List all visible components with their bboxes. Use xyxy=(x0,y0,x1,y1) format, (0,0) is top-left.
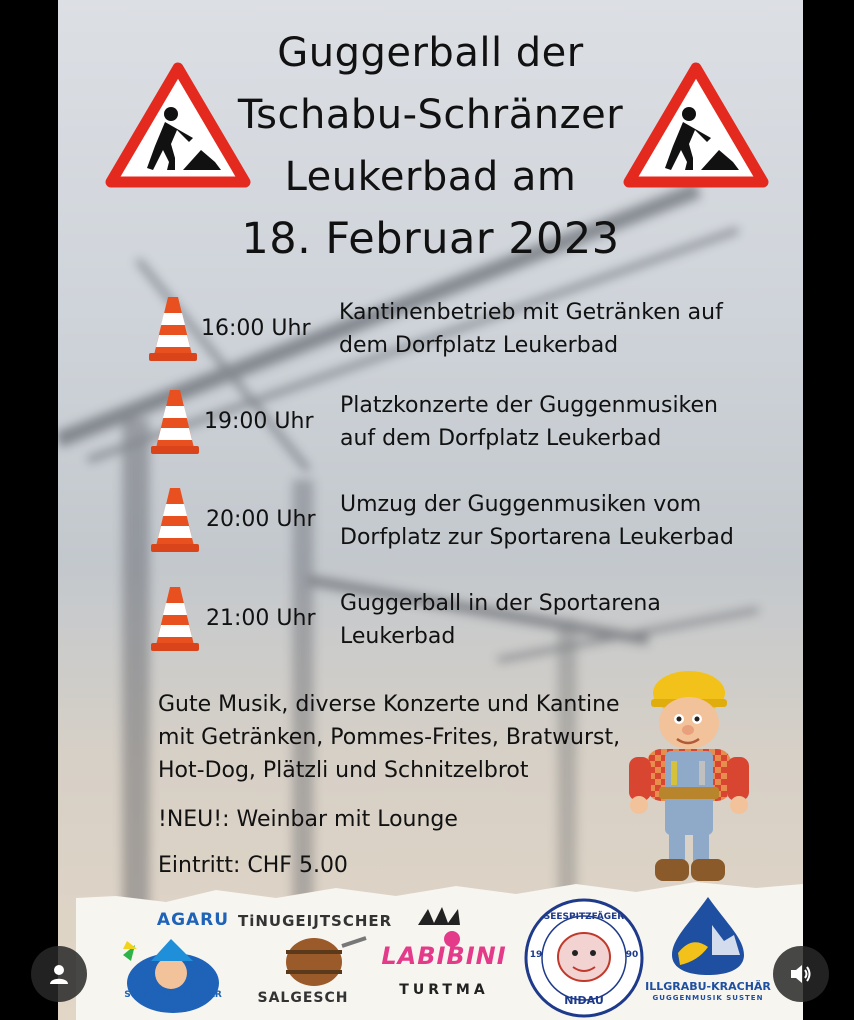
schedule-desc-3: Umzug der Guggenmusiken vom Dorfplatz zur Sportarena Leukerbad xyxy=(340,492,734,550)
sound-button[interactable] xyxy=(773,946,829,1002)
illgrabu-logo-title: ILLGRABU-KRACHÄR xyxy=(645,980,771,993)
labibini-logo-subtitle: TURTMA xyxy=(399,982,489,998)
seespitzfaeger-logo-title: SEESPITZFÄGER xyxy=(543,912,625,922)
labibini-logo-title: LABIBINI xyxy=(381,942,507,970)
seespitzfaeger-logo-subtitle: NIDAU xyxy=(564,994,604,1007)
agaru-logo-subtitle: SCHATUSCHLICKÄR xyxy=(124,990,222,1000)
event-poster xyxy=(58,0,803,1020)
construction-warning-icon xyxy=(105,62,251,188)
entry-price-text: Eintritt: CHF 5.00 xyxy=(158,853,348,878)
illgrabu-logo-subtitle: GUGGENMUSIK SUSTEN xyxy=(652,994,764,1002)
tinugeijtscher-logo-title: TiNUGEIJTSCHER xyxy=(238,912,393,930)
agaru-logo-title: AGARU xyxy=(156,910,230,930)
user-icon xyxy=(47,962,71,986)
construction-warning-icon xyxy=(623,62,769,188)
traffic-cone-icon xyxy=(150,388,200,456)
seespitzfaeger-year-2: 90 xyxy=(625,950,639,960)
title-line-2: Tschabu-Schränzer xyxy=(237,92,624,138)
traffic-cone-icon xyxy=(150,585,200,653)
tinugeijtscher-logo xyxy=(258,932,368,992)
title-date: 18. Februar 2023 xyxy=(241,214,620,264)
title-line-1: Guggerball der xyxy=(277,30,584,76)
schedule-time-1: 16:00 Uhr xyxy=(201,316,311,341)
schedule-desc-4: Guggerball in der Sportarena Leukerbad xyxy=(340,591,661,649)
volume-icon xyxy=(788,961,814,987)
schedule-time-4: 21:00 Uhr xyxy=(206,606,316,631)
traffic-cone-icon xyxy=(150,486,200,554)
traffic-cone-icon xyxy=(148,295,198,363)
schedule-desc-1: Kantinenbetrieb mit Getränken auf dem Dorfplatz Leukerbad xyxy=(339,300,723,358)
illgrabu-logo xyxy=(668,895,748,977)
title-line-3: Leukerbad am xyxy=(284,154,577,200)
schedule-desc-2: Platzkonzerte der Guggenmusiken auf dem Dorfplatz Leukerbad xyxy=(340,393,718,451)
tinugeijtscher-logo-subtitle: SALGESCH xyxy=(257,990,349,1006)
event-title xyxy=(208,22,653,270)
seespitzfaeger-year-1: 19 xyxy=(529,950,543,960)
info-text: Gute Musik, diverse Konzerte und Kantine mit Getränken, Pommes-Frites, Bratwurst, Hot-Dog, Plätzli und Schnitzelbrot xyxy=(158,692,621,783)
schedule-time-2: 19:00 Uhr xyxy=(204,409,314,434)
builder-figure xyxy=(625,665,753,887)
schedule-time-3: 20:00 Uhr xyxy=(206,507,316,532)
profile-button[interactable] xyxy=(31,946,87,1002)
new-feature-text: !NEU!: Weinbar mit Lounge xyxy=(158,807,458,832)
